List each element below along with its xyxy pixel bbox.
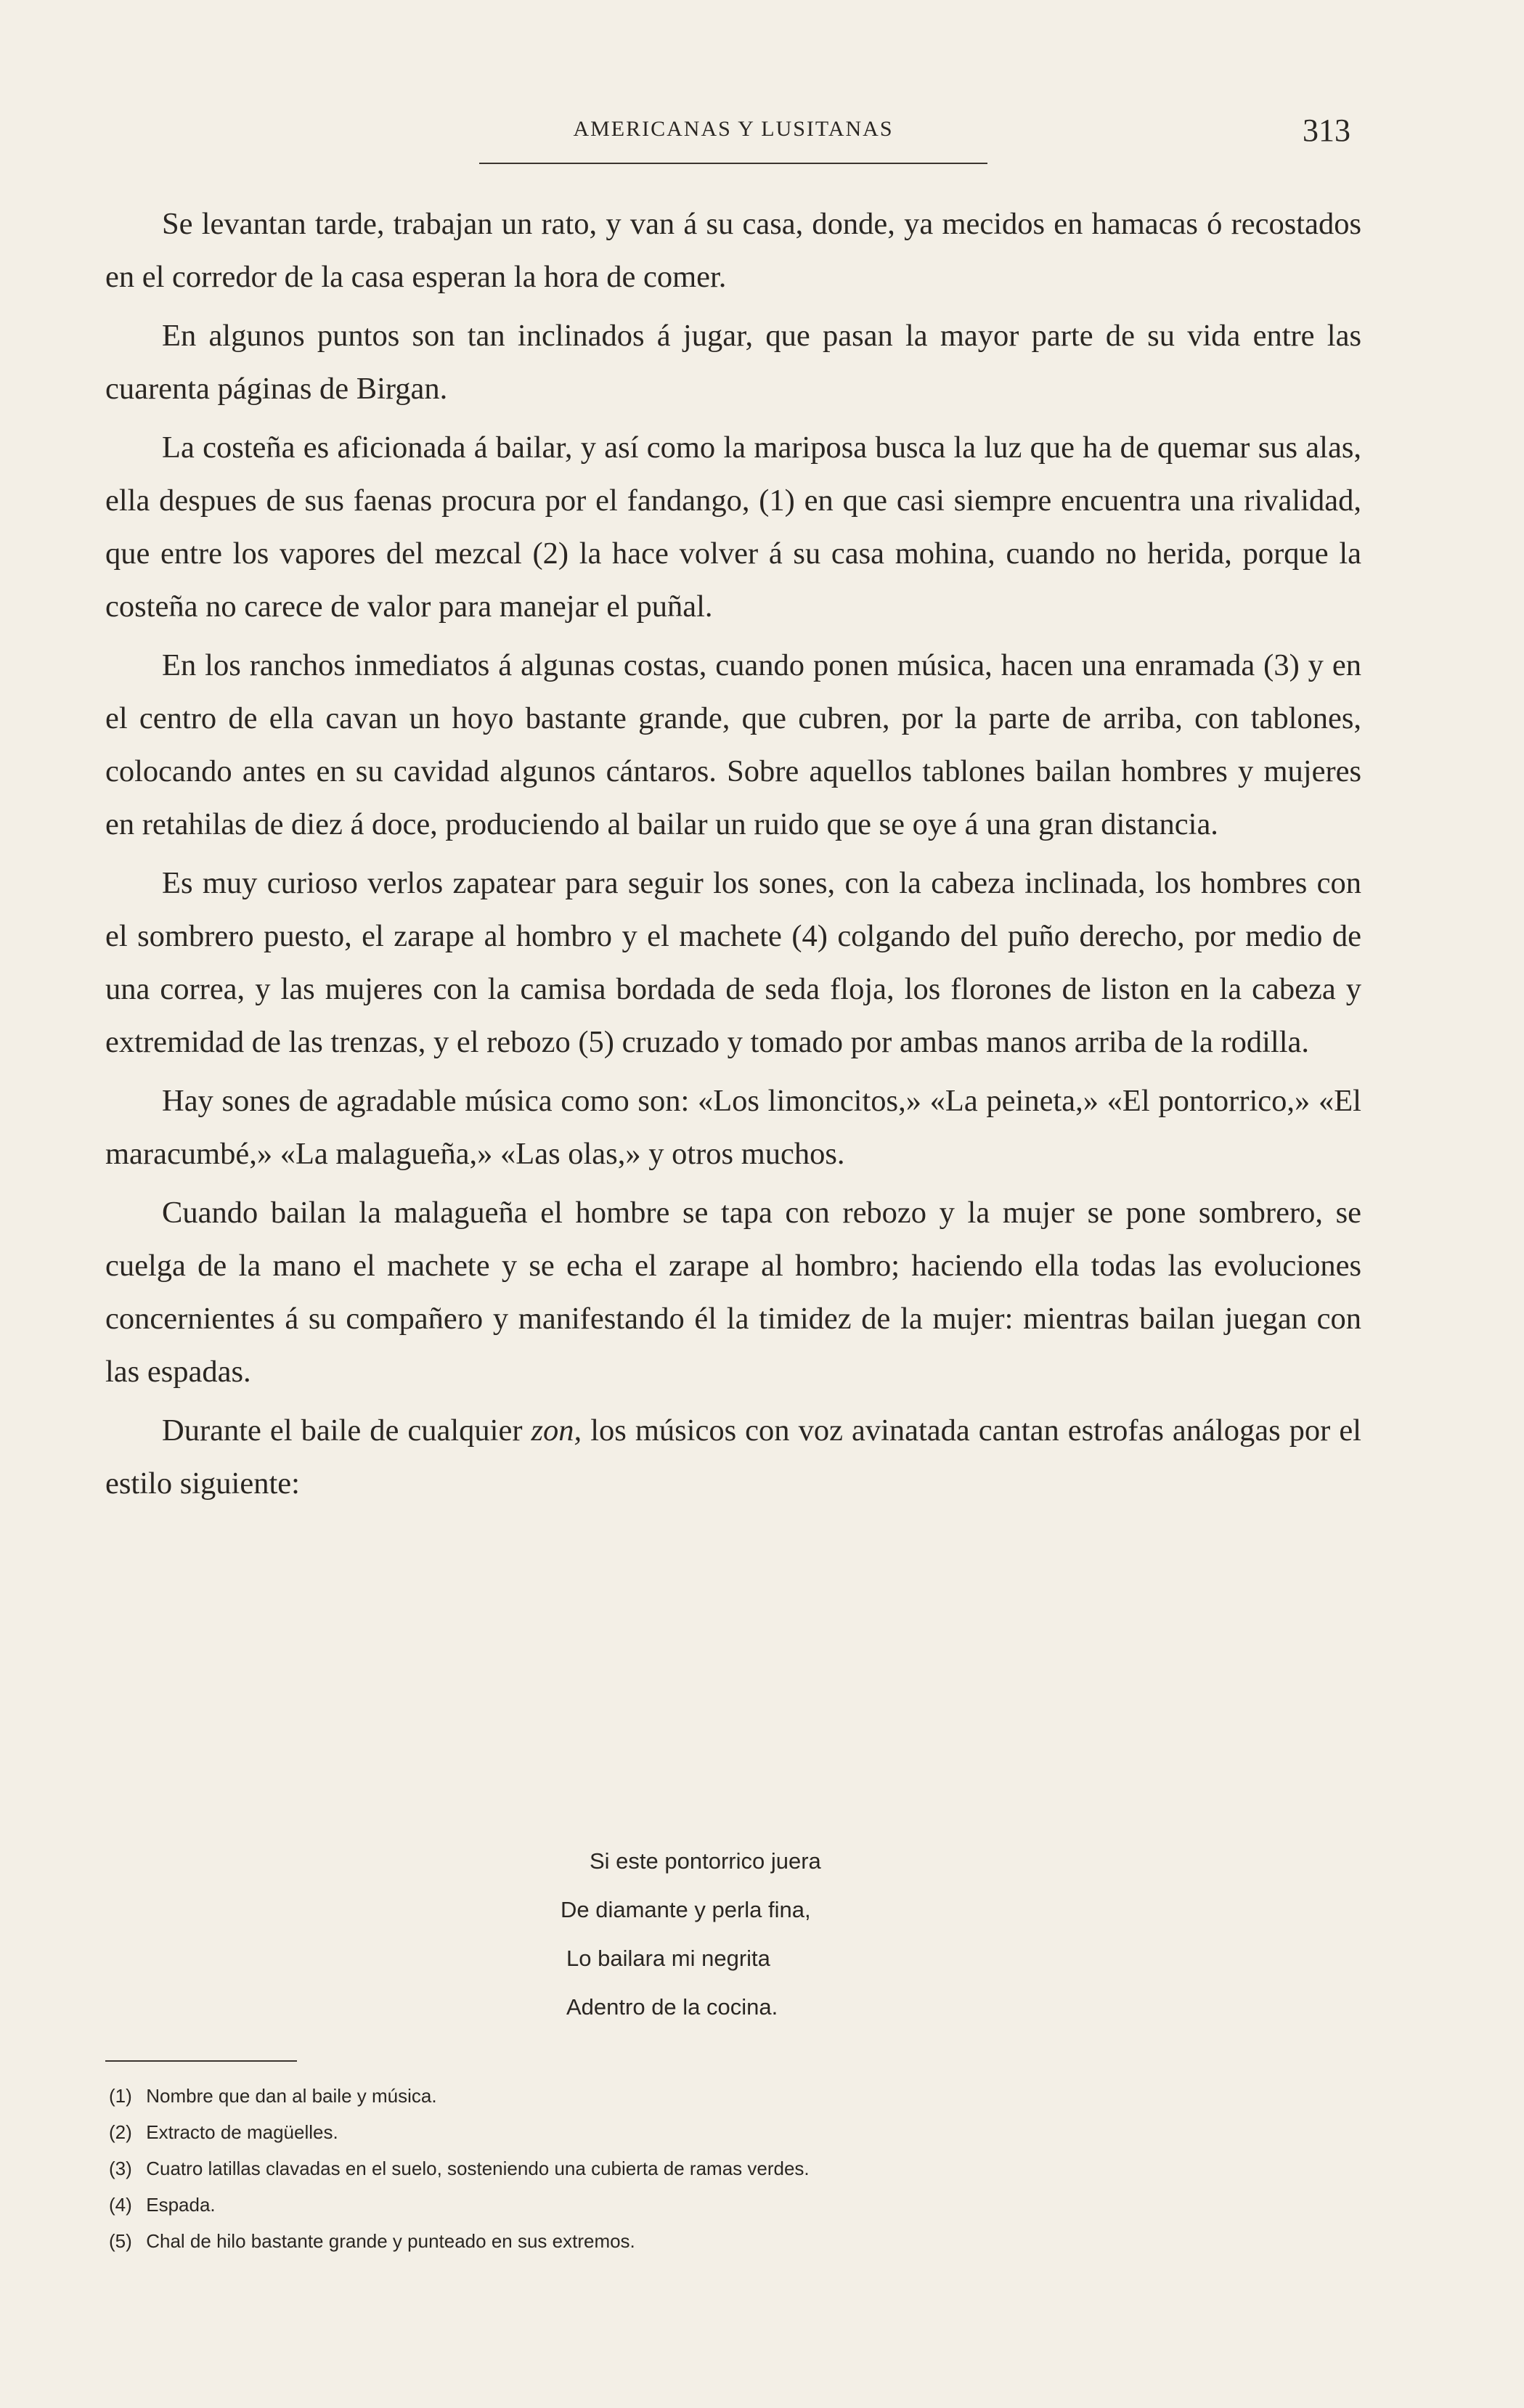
paragraph-last bbox=[105, 1404, 1361, 1510]
footnote bbox=[109, 2114, 1343, 2150]
paragraph: Cuando bailan la malagueña el hombre se tapa con rebozo y la mujer se pone sombrero, se cuelga de la mano el machete y se echa el zarape al hombro; haciendo ella todas las evoluciones concernientes á su compañero y manifestando él la timidez de la mujer: mientras bailan juegan con las espadas. bbox=[105, 1196, 1361, 1389]
paragraph: Hay sones de agradable música como son: «Los limoncitos,» «La peineta,» «El pontorrico,» «El maracumbé,» «La malagueña,» «Las olas,» y otros muchos. bbox=[105, 1084, 1361, 1171]
text-span: Durante el baile de cualquier bbox=[162, 1413, 531, 1448]
footnotes bbox=[109, 2078, 1343, 2259]
page-number: 313 bbox=[1303, 113, 1350, 148]
text-span: los músicos con voz avinatada cantan estrofas análogas por el estilo siguiente: bbox=[105, 1413, 1361, 1501]
footnote-text: Espada. bbox=[146, 2194, 216, 2216]
paragraph: En algunos puntos son tan inclinados á jugar, que pasan la mayor parte de su vida entre las cuarenta páginas de Birgan. bbox=[105, 319, 1361, 406]
verse-line: Adentro de la cocina. bbox=[566, 1994, 778, 2020]
running-title: AMERICANAS Y LUSITANAS bbox=[573, 117, 894, 141]
footnote bbox=[109, 2150, 1343, 2187]
italic-word: zon, bbox=[531, 1413, 582, 1448]
footnote-mark: (3) bbox=[109, 2158, 132, 2179]
footnote-text: Extracto de magüelles. bbox=[146, 2121, 338, 2143]
footnote-mark: (2) bbox=[109, 2121, 132, 2143]
header-rule bbox=[479, 163, 987, 164]
running-head bbox=[479, 115, 987, 166]
verse-line: Si este pontorrico juera bbox=[590, 1848, 821, 1874]
paragraph: En los ranchos inmediatos á algunas costas, cuando ponen música, hacen una enramada (3) y en el centro de ella cavan un hoyo bastante grande, que cubren, por la parte de arriba, con tablones, colocando antes en su cavidad algunos cántaros. Sobre aquellos tablones bailan hombres y mujeres en retahilas de diez á doce, produciendo al bailar un ruido que se oye á una gran distancia. bbox=[105, 648, 1361, 841]
footnote-text: Cuatro latillas clavadas en el suelo, sosteniendo una cubierta de ramas verdes. bbox=[146, 2158, 810, 2179]
footnote bbox=[109, 2187, 1343, 2223]
footnote-text: Nombre que dan al baile y música. bbox=[146, 2085, 437, 2107]
paragraph: La costeña es aficionada á bailar, y así como la mariposa busca la luz que ha de quemar sus alas, ella despues de sus faenas procura por el fandango, (1) en que casi siempre encuentra una rivalidad, que entre los vapores del mezcal (2) la hace volver á su casa mohina, cuando no herida, porque la costeña no carece de valor para manejar el puñal. bbox=[105, 430, 1361, 624]
footnote bbox=[109, 2078, 1343, 2114]
footnote-text: Chal de hilo bastante grande y punteado en sus extremos. bbox=[146, 2230, 635, 2252]
paragraph: Se levantan tarde, trabajan un rato, y van á su casa, donde, ya mecidos en hamacas ó recostados en el corredor de la casa esperan la hora de comer. bbox=[105, 207, 1361, 294]
footnote-mark: (5) bbox=[109, 2230, 132, 2252]
verse-line: Lo bailara mi negrita bbox=[566, 1946, 770, 1971]
footnote-mark: (1) bbox=[109, 2085, 132, 2107]
verse-line: De diamante y perla fina, bbox=[561, 1897, 811, 1922]
footnote bbox=[109, 2223, 1343, 2259]
footnote-rule bbox=[105, 2060, 297, 2062]
footnote-mark: (4) bbox=[109, 2194, 132, 2216]
paragraph: Es muy curioso verlos zapatear para seguir los sones, con la cabeza inclinada, los hombres con el sombrero puesto, el zarape al hombro y el machete (4) colgando del puño derecho, por medio de una correa, y las mujeres con la camisa bordada de seda floja, los florones de liston en la cabeza y extremidad de las trenzas, y el rebozo (5) cruzado y tomado por ambas manos arriba de la rodilla. bbox=[105, 866, 1361, 1059]
body-text bbox=[105, 197, 1361, 1516]
verse-stanza bbox=[561, 1837, 1069, 2031]
